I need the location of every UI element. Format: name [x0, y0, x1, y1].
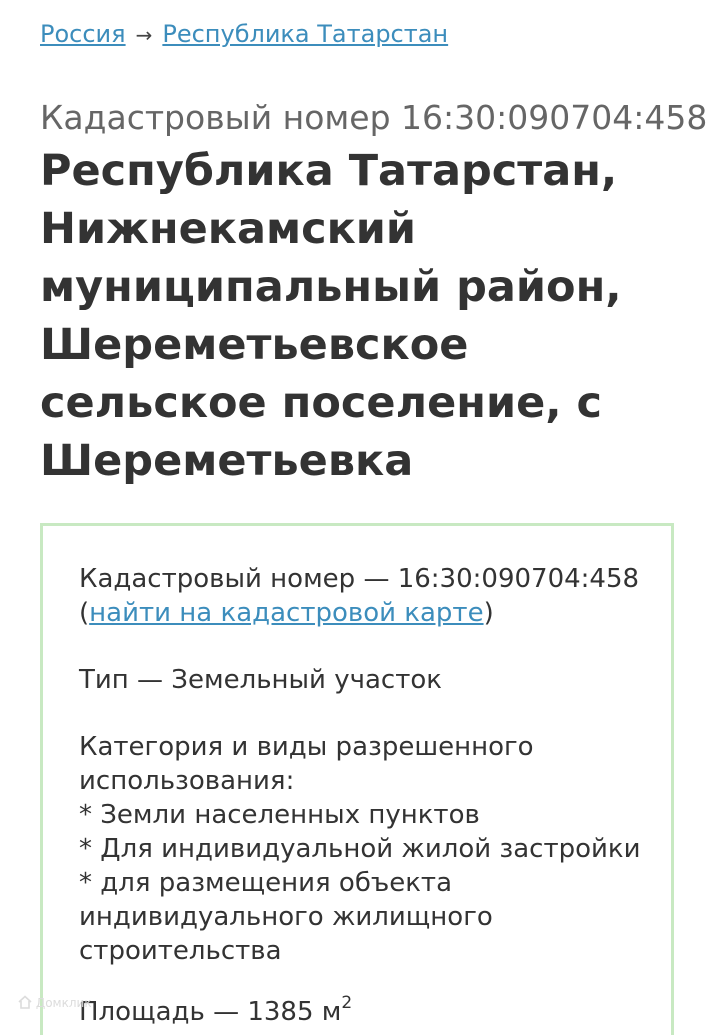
breadcrumb	[40, 18, 448, 51]
cadastral-map-link[interactable]: найти на кадастровой карте	[89, 598, 484, 628]
watermark	[18, 995, 92, 1010]
map-link-line	[79, 596, 659, 630]
category-label: Категория и виды разрешенного использования:	[79, 732, 534, 796]
category-block	[79, 730, 659, 968]
paren-close: )	[483, 598, 494, 628]
type-block	[79, 663, 659, 697]
breadcrumb-link-russia[interactable]: Россия	[40, 20, 126, 48]
category-item: * Для индивидуальной жилой застройки	[79, 834, 641, 864]
page-title: Республика Татарстан, Нижнекамский муниципальный район, Шереметьевское сельское поселение, с Шереметьевка	[40, 146, 622, 486]
page-subtitle: Кадастровый номер 16:30:090704:458	[40, 98, 708, 137]
area-unit-superscript: 2	[341, 993, 353, 1013]
area-line	[79, 995, 659, 1029]
property-info-body	[79, 562, 659, 1029]
area-block	[79, 995, 659, 1029]
category-item: * для размещения объекта индивидуального жилищного строительства	[79, 868, 493, 966]
paren-open: (	[79, 598, 90, 628]
cadastral-number-text: Кадастровый номер — 16:30:090704:458	[79, 564, 640, 594]
breadcrumb-link-tatarstan[interactable]: Республика Татарстан	[162, 20, 449, 48]
property-info-card	[40, 523, 674, 1035]
watermark-text: Домклик	[35, 996, 92, 1010]
breadcrumb-separator: →	[135, 23, 153, 47]
cadastral-block	[79, 562, 659, 630]
area-text: Площадь — 1385 м	[79, 997, 342, 1027]
house-icon	[18, 995, 32, 1009]
category-item: * Земли населенных пунктов	[79, 800, 480, 830]
type-text: Тип — Земельный участок	[79, 665, 442, 695]
